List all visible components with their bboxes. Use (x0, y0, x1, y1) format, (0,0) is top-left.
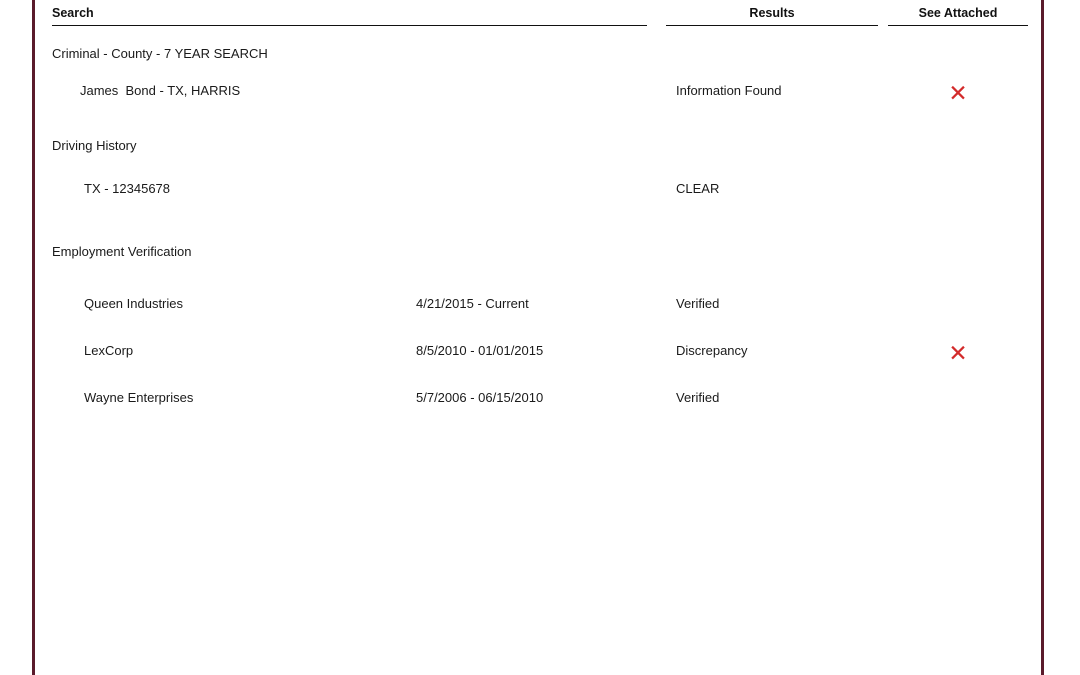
employment-dates: 8/5/2010 - 01/01/2015 (416, 343, 544, 358)
employment-result: Discrepancy (676, 343, 748, 358)
page-right-border (1041, 0, 1044, 675)
employment-attached-cell (888, 343, 1028, 366)
table-row (52, 46, 1028, 64)
table-row (52, 341, 1028, 367)
section-title-driving-history: Driving History (52, 138, 137, 153)
table-row (52, 244, 1028, 262)
x-mark-icon: ✕ (948, 341, 968, 367)
employment-dates: 4/21/2015 - Current (416, 296, 529, 311)
table-header (52, 0, 1028, 32)
table-row (52, 138, 1028, 156)
column-header-results: Results (666, 6, 878, 26)
table-row (52, 81, 1028, 107)
employer-name: Wayne Enterprises (84, 390, 194, 405)
report-body (52, 0, 1028, 675)
criminal-attached-cell (888, 83, 1028, 106)
driving-history-result: CLEAR (676, 181, 720, 196)
x-mark-icon: ✕ (948, 81, 968, 107)
column-header-search: Search (52, 6, 647, 26)
column-header-see-attached: See Attached (888, 6, 1028, 26)
section-title-criminal: Criminal - County - 7 YEAR SEARCH (52, 46, 268, 61)
section-title-employment-verification: Employment Verification (52, 244, 192, 259)
employer-name: Queen Industries (84, 296, 184, 311)
employment-dates: 5/7/2006 - 06/15/2010 (416, 390, 544, 405)
table-row (52, 390, 1028, 408)
page-left-border (32, 0, 35, 675)
table-row (52, 181, 1028, 199)
criminal-result: Information Found (676, 83, 782, 98)
criminal-subject-detail: James Bond - TX, HARRIS (80, 83, 241, 98)
employment-result: Verified (676, 296, 720, 311)
driving-license-detail: TX - 12345678 (84, 181, 171, 196)
employer-name: LexCorp (84, 343, 134, 358)
employment-result: Verified (676, 390, 720, 405)
table-row (52, 296, 1028, 314)
table-rows (52, 46, 1028, 405)
